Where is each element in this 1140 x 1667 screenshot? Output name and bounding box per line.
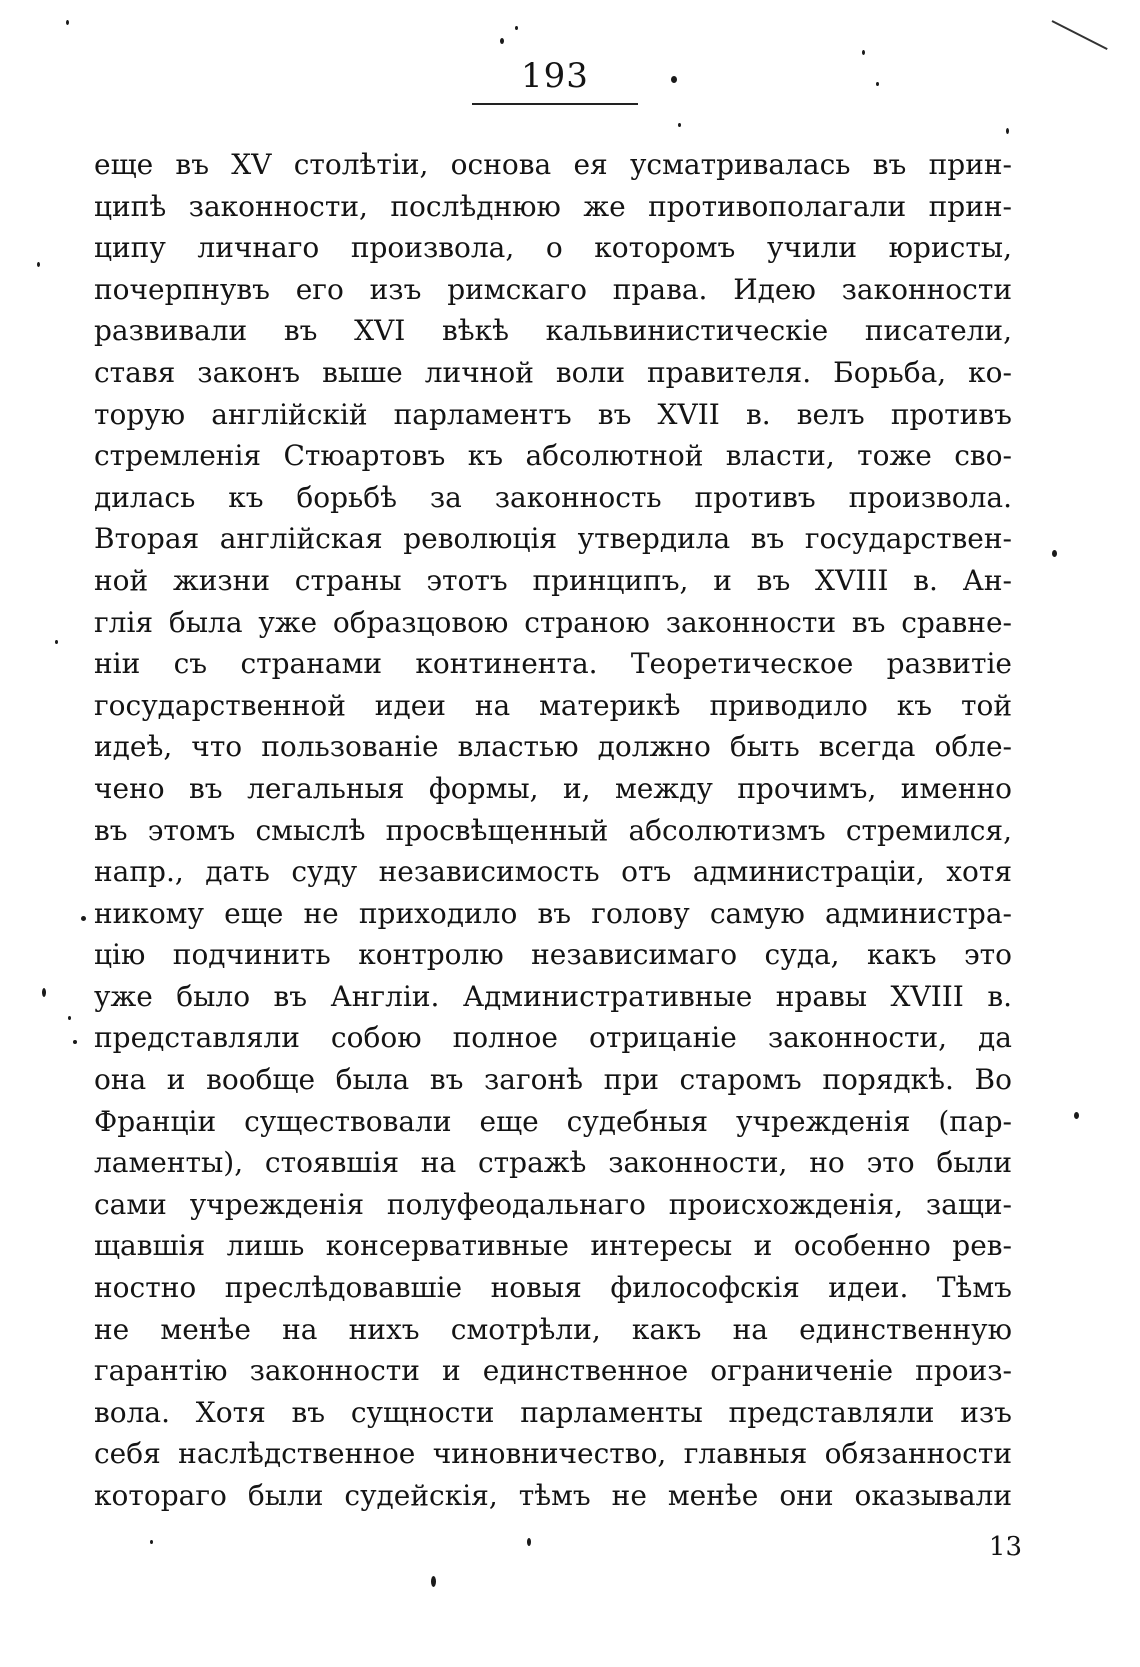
text-line: представляли собою полное отрицаніе законности, да <box>94 1021 1012 1055</box>
scan-speck <box>68 1016 71 1020</box>
text-line: развивали въ XVI вѣкѣ кальвинистическіе писатели, <box>94 314 1012 348</box>
scan-speck <box>876 82 879 86</box>
text-line: чено въ легальныя формы, и, между прочимъ, именно <box>94 771 1012 805</box>
text-line: уже было въ Англіи. Административные нравы XVIII в. <box>94 979 1012 1013</box>
scan-speck <box>150 1540 153 1544</box>
text-line: еще въ XV столѣтіи, основа ея усматривалась въ прин- <box>94 148 1012 181</box>
scan-speck <box>73 1040 77 1044</box>
scan-speck <box>515 26 518 30</box>
scan-scratch <box>1052 20 1108 50</box>
scan-speck <box>1074 1112 1079 1119</box>
text-line: почерпнувъ его изъ римскаго права. Идею законности <box>94 272 1012 306</box>
text-line: цію подчинить контролю независимаго суда, какъ это <box>94 938 1012 972</box>
text-line: гарантію законности и единственное ограниченіе произ- <box>94 1354 1012 1388</box>
text-line: Вторая англійская революція утвердила въ государствен- <box>94 522 1012 556</box>
text-line: себя наслѣдственное чиновничество, главныя обязанности <box>94 1437 1012 1471</box>
scan-speck <box>1006 128 1009 134</box>
signature-mark: 13 <box>988 1532 1022 1562</box>
scan-speck <box>527 1538 531 1546</box>
text-line: щавшія лишь консервативные интересы и особенно рев- <box>94 1229 1012 1263</box>
text-line: ніи съ странами континента. Теоретическое развитіе <box>94 647 1012 681</box>
text-line: не менѣе на нихъ смотрѣли, какъ на единственную <box>94 1312 1012 1346</box>
text-line: она и вообще была въ загонѣ при старомъ порядкѣ. Во <box>94 1063 1012 1097</box>
page-number: 193 <box>521 56 589 96</box>
text-line: ностно преслѣдовавшіе новыя философскія идеи. Тѣмъ <box>94 1271 1012 1305</box>
scan-speck <box>37 262 40 267</box>
text-line: ципу личнаго произвола, о которомъ учили юристы, <box>94 231 1012 265</box>
scan-speck <box>431 1576 436 1587</box>
text-line: сами учрежденія полуфеодальнаго происхожденія, защи- <box>94 1187 1012 1221</box>
scan-speck <box>862 50 865 55</box>
text-line: глія была уже образцовою страною законности въ сравне- <box>94 605 1012 639</box>
scan-speck <box>42 988 46 997</box>
text-line: котораго были судейскія, тѣмъ не менѣе они оказывали <box>94 1479 1012 1512</box>
text-line: ставя законъ выше личной воли правителя. Борьба, ко- <box>94 355 1012 389</box>
text-line: стремленія Стюартовъ къ абсолютной власти, тоже сво- <box>94 439 1012 473</box>
body-text <box>94 144 1012 1517</box>
text-line: идеѣ, что пользованіе властью должно быть всегда обле- <box>94 730 1012 764</box>
scan-speck <box>55 640 58 644</box>
scan-speck <box>500 38 504 44</box>
scan-speck <box>81 916 86 921</box>
text-line: въ этомъ смыслѣ просвѣщенный абсолютизмъ стремился, <box>94 813 1012 847</box>
text-line: дилась къ борьбѣ за законность противъ произвола. <box>94 480 1012 514</box>
text-line: ной жизни страны этотъ принципъ, и въ XVIII в. Ан- <box>94 563 1012 597</box>
text-line: вола. Хотя въ сущности парламенты представляли изъ <box>94 1395 1012 1429</box>
header-rule <box>472 103 638 105</box>
text-line: напр., дать суду независимость отъ администраціи, хотя <box>94 855 1012 889</box>
text-line: ципѣ законности, послѣднюю же противополагали прин- <box>94 189 1012 223</box>
text-line: торую англійскій парламентъ въ XVII в. велъ противъ <box>94 397 1012 431</box>
scan-speck <box>66 20 69 25</box>
scan-speck <box>671 76 677 83</box>
scan-speck <box>1052 550 1057 557</box>
text-line: никому еще не приходило въ голову самую администра- <box>94 896 1012 930</box>
text-line: ламенты), стоявшія на стражѣ законности, но это были <box>94 1146 1012 1180</box>
text-line: государственной идеи на материкѣ приводило къ той <box>94 688 1012 722</box>
scan-speck <box>678 123 681 127</box>
text-line: Франціи существовали еще судебныя учрежденія (пар- <box>94 1104 1012 1138</box>
